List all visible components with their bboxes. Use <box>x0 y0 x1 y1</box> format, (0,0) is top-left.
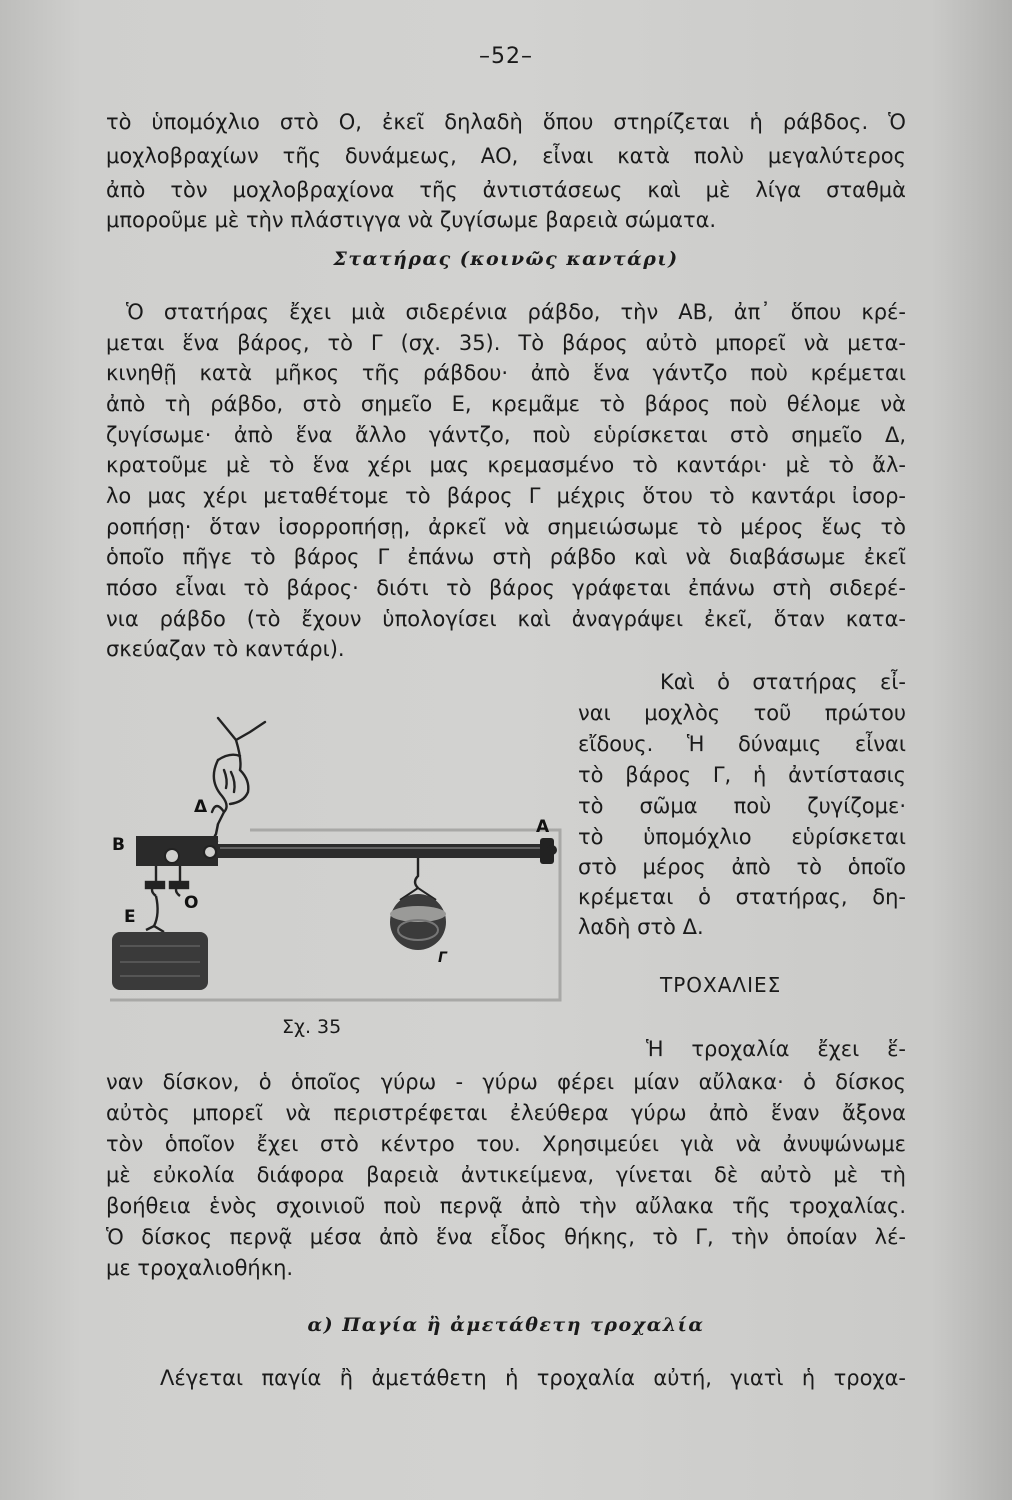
side-text-line: τὸ βάρος Γ, ἡ ἀντίστασις <box>578 763 906 787</box>
text-line: ἀπὸ τὴ ράβδο, στὸ σημεῖο Ε, κρεμᾶμε τὸ βάρος ποὺ θέλομε νὰ <box>106 392 906 416</box>
text-line: μποροῦμε μὲ τὴν πλάστιγγα νὰ ζυγίσωμε βαρειὰ σώματα. <box>106 208 717 232</box>
text-line: νια ράβδο (τὸ ἔχουν ὑπολογίσει καὶ ἀναγράψει ἐκεῖ, ὅταν κατα- <box>106 607 906 631</box>
text-line: σκεύαζαν τὸ καντάρι). <box>106 637 345 661</box>
text-line: κρατοῦμε μὲ τὸ ἕνα χέρι μας κρεμασμένο τὸ καντάρι· μὲ τὸ ἄλ- <box>106 453 906 477</box>
counterweight-g <box>390 858 446 950</box>
text-line: ἀπὸ τὸν μοχλοβραχίονα τῆς ἀντιστάσεως καὶ μὲ λίγα σταθμὰ <box>106 178 906 202</box>
text-line: ροπήσῃ· ὅταν ἰσορροπήσῃ, ἀρκεῖ νὰ σημειώσωμε τὸ μέρος ἕως τὸ <box>106 515 906 539</box>
side-text-line: εἴδους. Ἡ δύναμις εἶναι <box>578 732 906 756</box>
side-text-line: Καὶ ὁ στατήρας εἶ- <box>660 670 906 694</box>
steelyard-bar <box>136 836 557 866</box>
text-line: αὐτὸς μπορεῖ νὰ περιστρέφεται ἐλεύθερα γύρω ἀπὸ ἕναν ἄξονα <box>106 1101 906 1125</box>
text-line: τὸ ὑπομόχλιο στὸ Ο, ἐκεῖ δηλαδὴ ὅπου στηρίζεται ἡ ράβδος. Ὁ <box>106 110 906 134</box>
text-line: Ὁ στατήρας ἔχει μιὰ σιδερένια ράβδο, τὴν ΑΒ, ἀπ᾿ ὅπου κρέ- <box>126 300 906 324</box>
label-b: Β <box>112 835 125 855</box>
text-line: μὲ εὐκολία διάφορα βαρειὰ ἀντικείμενα, γίνεται δὲ αὐτὸ μὲ τὴ <box>106 1163 906 1187</box>
side-text-line: ναι μοχλὸς τοῦ πρώτου <box>578 701 906 725</box>
steelyard-figure <box>100 700 570 1010</box>
hand-drawing <box>212 718 265 824</box>
text-line: Ὁ δίσκος περνᾷ μέσα ἀπὸ ἕνα εἶδος θήκης, τὸ Γ, τὴν ὁποίαν λέ- <box>106 1225 906 1249</box>
side-text-line: τὸ ὑπομόχλιο εὑρίσκεται <box>578 825 906 849</box>
text-line: μεται ἕνα βάρος, τὸ Γ (σχ. 35). Τὸ βάρος αὐτὸ μπορεῖ νὰ μετα- <box>106 331 906 355</box>
text-line: με τροχαλιοθήκη. <box>106 1256 294 1280</box>
section-heading-statiras: Στατήρας (κοινῶς καντάρι) <box>333 248 679 270</box>
side-text-line: λαδὴ στὸ Δ. <box>578 915 704 939</box>
label-d: Δ <box>194 797 208 817</box>
label-a: Α <box>536 817 550 837</box>
side-text-line: τὸ σῶμα ποὺ ζυγίζομε· <box>578 794 906 818</box>
text-line: μοχλοβραχίων τῆς δυνάμεως, ΑΟ, εἶναι κατὰ πολὺ μεγαλύτερος <box>106 144 906 168</box>
label-e: Ε <box>124 907 136 927</box>
label-o: Ο <box>184 893 199 913</box>
text-line: τὸν ὁποῖον ἔχει στὸ κέντρο του. Χρησιμεύει γιὰ νὰ ἀνυψώνωμε <box>106 1132 906 1156</box>
text-line: πόσο εἶναι τὸ βάρος· διότι τὸ βάρος γράφεται ἐπάνω στὴ σιδερέ- <box>106 576 906 600</box>
page-number: –52– <box>479 44 533 69</box>
side-text-line: στὸ μέρος ἀπὸ τὸ ὁποῖο <box>578 855 906 879</box>
figure-caption: Σχ. 35 <box>282 1016 342 1038</box>
text-line: ναν δίσκον, ὁ ὁποῖος γύρω - γύρω φέρει μίαν αὔλακα· ὁ δίσκος <box>106 1070 906 1094</box>
hooks-e-o <box>146 866 188 932</box>
text-line: βοήθεια ἑνὸς σχοινιοῦ ποὺ περνᾷ ἀπὸ τὴν αὔλακα τῆς τροχαλίας. <box>106 1194 906 1218</box>
side-text-line: κρέμεται ὁ στατήρας, δη- <box>578 885 906 909</box>
text-line: ζυγίσωμε· ἀπὸ ἕνα ἄλλο γάντζο, ποὺ εὑρίσκεται στὸ σημεῖο Δ, <box>106 423 906 447</box>
label-g: Γ <box>438 950 447 966</box>
text-line: Ἡ τροχαλία ἔχει ἕ- <box>646 1037 906 1061</box>
text-line: Λέγεται παγία ἢ ἀμετάθετη ἡ τροχαλία αὐτή, γιατὶ ἡ τροχα- <box>160 1366 906 1390</box>
section-heading-trochalies: ΤΡΟΧΑΛΙΕΣ <box>660 973 782 997</box>
text-line: ὁποῖο πῆγε τὸ βάρος Γ ἐπάνω στὴ ράβδο καὶ νὰ διαβάσωμε ἐκεῖ <box>106 545 906 569</box>
section-heading-pagia: α) Παγία ἢ ἀμετάθετη τροχαλία <box>307 1314 705 1336</box>
text-line: λο μας χέρι μεταθέτομε τὸ βάρος Γ μέχρις ὅτου τὸ καντάρι ἰσορ- <box>106 484 906 508</box>
text-line: κινηθῇ κατὰ μῆκος τῆς ράβδου· ἀπὸ ἕνα γάντζο ποὺ κρέμεται <box>106 361 906 385</box>
